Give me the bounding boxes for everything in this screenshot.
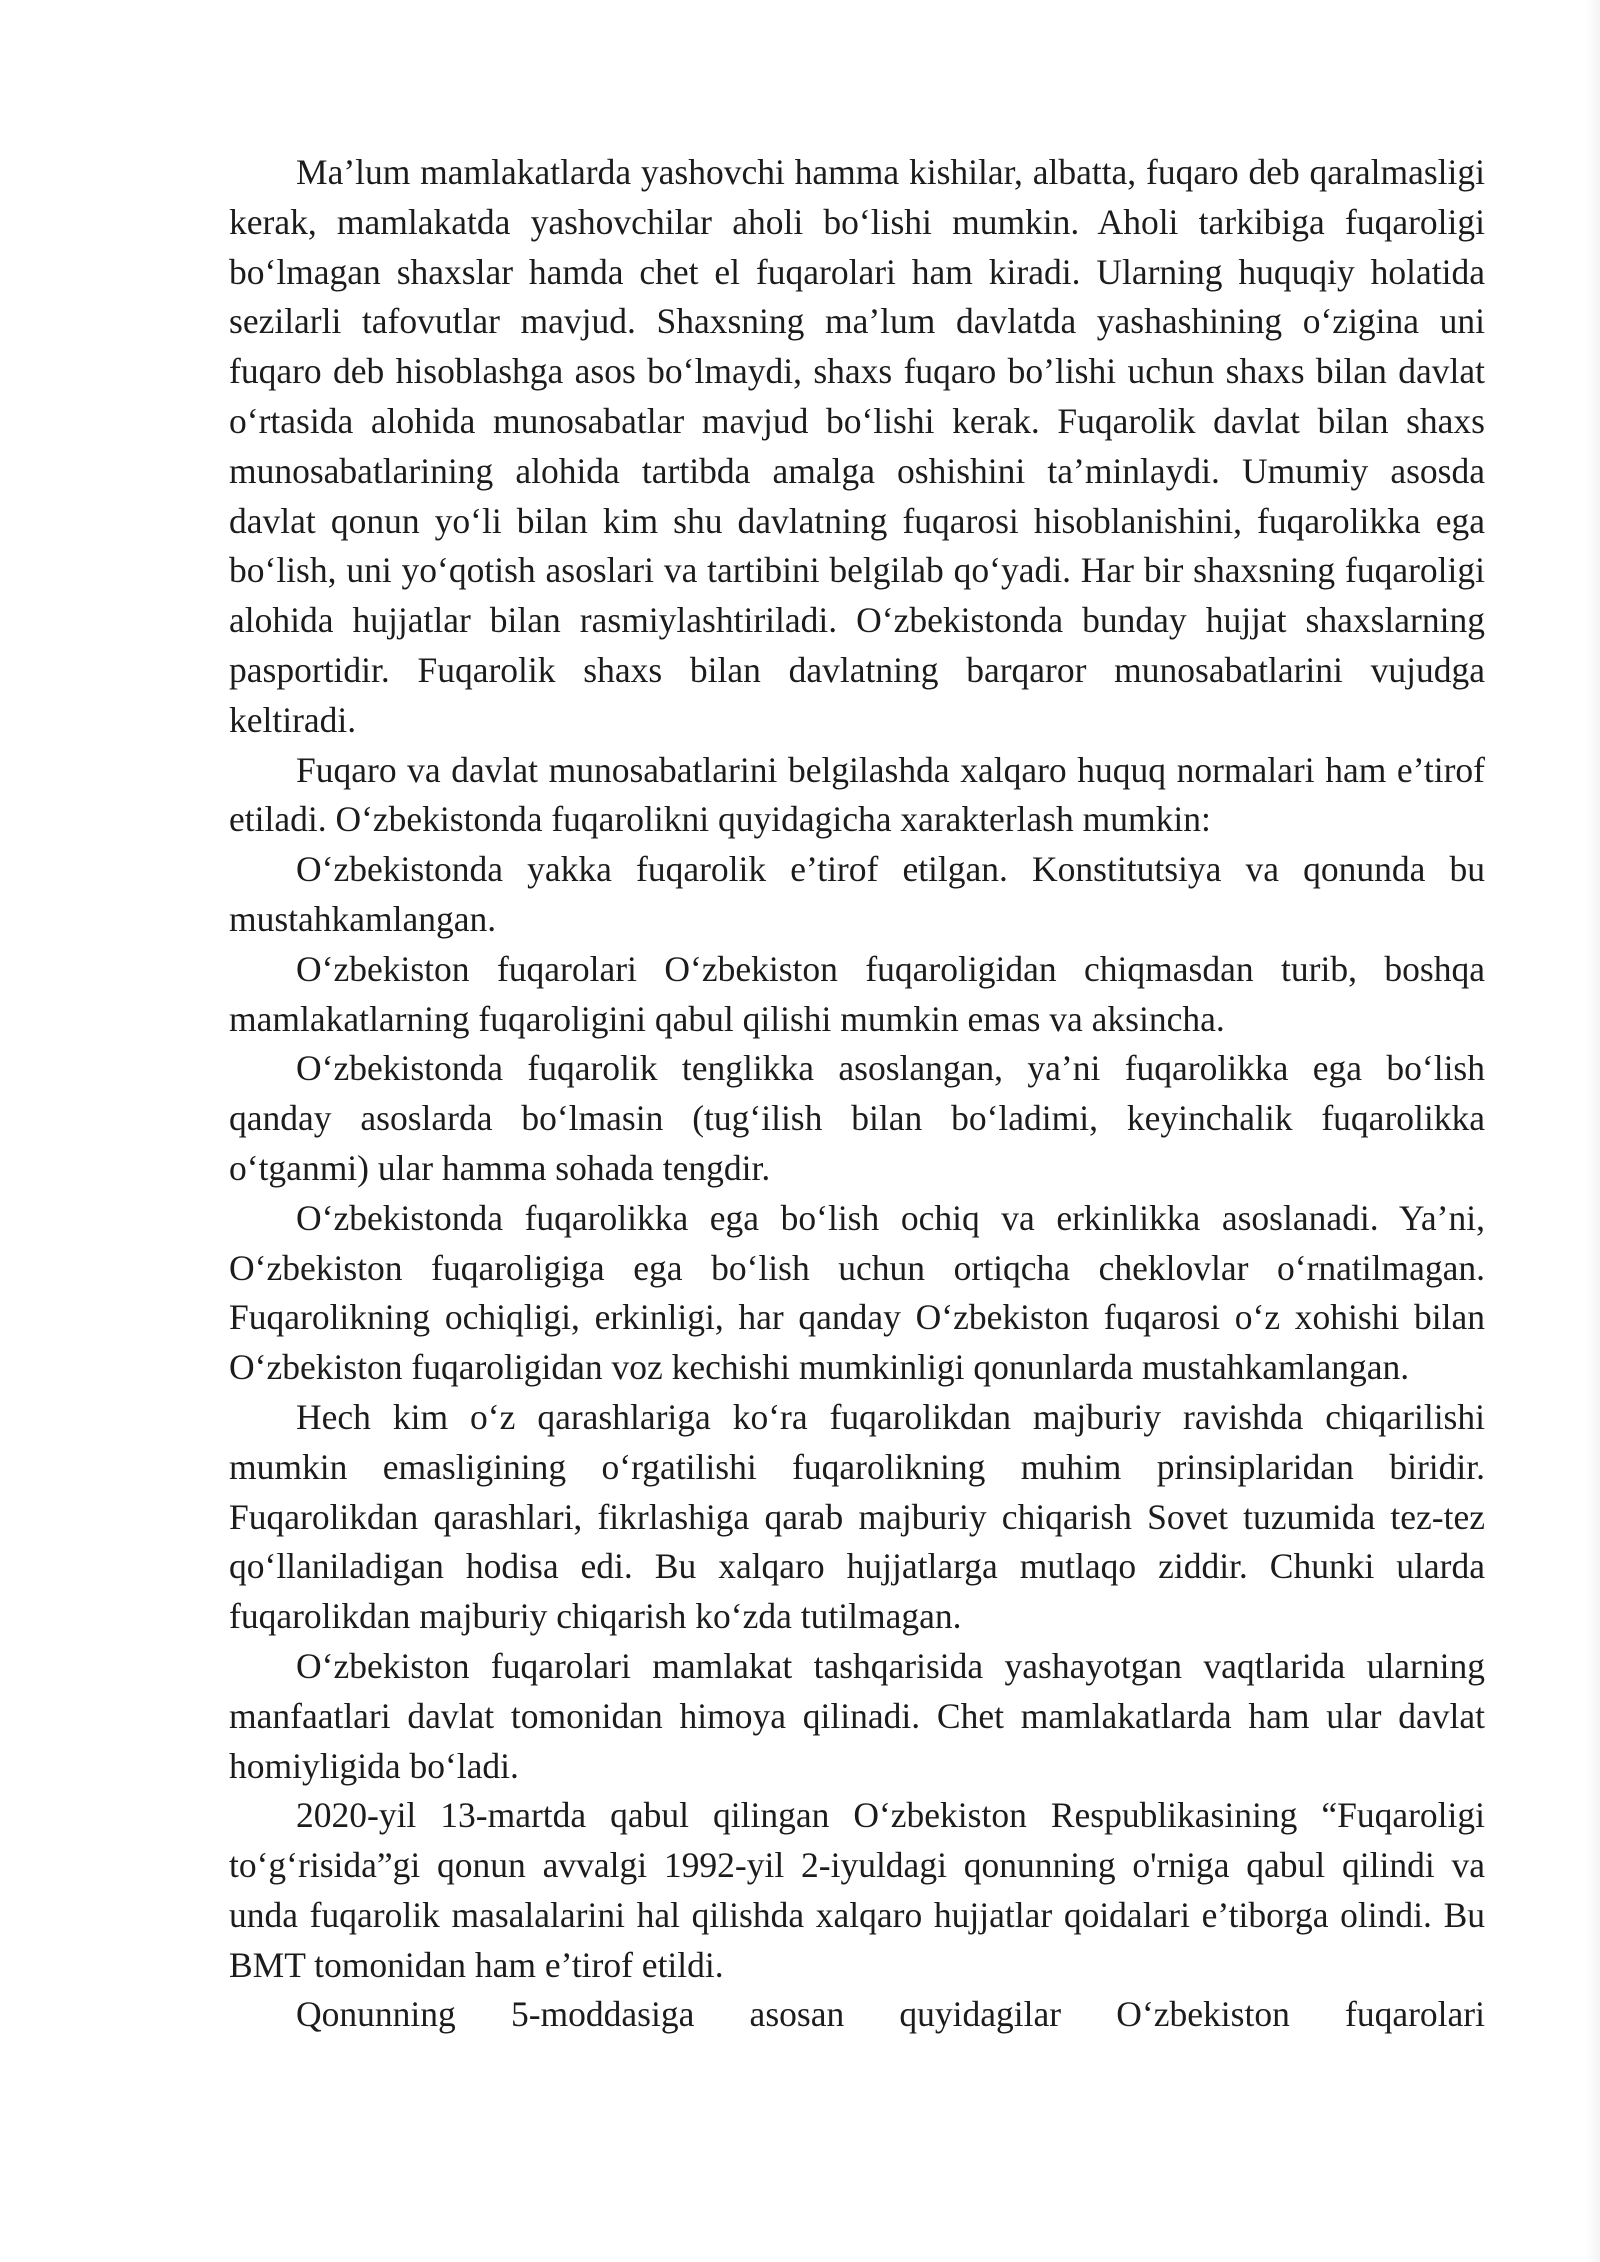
paragraph: O‘zbekiston fuqarolari O‘zbekiston fuqaroligidan chiqmasdan turib, boshqa mamlakatlarning fuqaroligini qabul qilishi mumkin emas va aksincha.	[229, 948, 1485, 1039]
paragraph: O‘zbekistonda fuqarolik tenglikka asoslangan, ya’ni fuqarolikka ega bo‘lish qanday asoslarda bo‘lmasin (tug‘ilish bilan bo‘ladimi, keyinchalik fuqarolikka o‘tganmi) ular hamma sohada tengdir.	[229, 1048, 1485, 1188]
paragraph: O‘zbekistonda yakka fuqarolik e’tirof etilgan. Konstitutsiya va qonunda bu mustahkamlangan.	[229, 849, 1485, 939]
page-edge-shadow	[1586, 0, 1600, 2262]
body-text	[229, 148, 1485, 2040]
paragraph: O‘zbekistonda fuqarolikka ega bo‘lish ochiq va erkinlikka asoslanadi. Ya’ni, O‘zbekiston fuqaroligiga ega bo‘lish uchun ortiqcha cheklovlar o‘rnatilmagan. Fuqarolikning ochiqligi, erkinligi, har qanday O‘zbekiston fuqarosi o‘z xohishi bilan O‘zbekiston fuqaroligidan voz kechishi mumkinligi qonunlarda mustahkamlangan.	[229, 1197, 1485, 1388]
paragraph: O‘zbekiston fuqarolari mamlakat tashqarisida yashayotgan vaqtlarida ularning manfaatlari davlat tomonidan himoya qilinadi. Chet mamlakatlarda ham ular davlat homiyligida bo‘ladi.	[229, 1645, 1485, 1786]
paragraph: Hech kim o‘z qarashlariga ko‘ra fuqarolikdan majburiy ravishda chiqarilishi mumkin emasligining o‘rgatilishi fuqarolikning muhim prinsiplaridan biridir. Fuqarolikdan qarashlari, fikrlashiga qarab majburiy chiqarish Sovet tuzumida tez-tez qo‘llaniladigan hodisa edi. Bu xalqaro hujjatlarga mutlaqo ziddir. Chunki ularda fuqarolikdan majburiy chiqarish ko‘zda tutilmagan.	[229, 1396, 1485, 1637]
paragraph: Qonunning 5-moddasiga asosan quyidagilar O‘zbekiston fuqarolari	[296, 1994, 1485, 2035]
paragraph: 2020-yil 13-martda qabul qilingan O‘zbekiston Respublikasining “Fuqaroligi to‘g‘risida”gi qonun avvalgi 1992-yil 2-iyuldagi qonunning o'rniga qabul qilindi va unda fuqarolik masalalarini hal qilishda xalqaro hujjatlar qoidalari e’tiborga olindi. Bu BMT tomonidan ham e’tirof etildi.	[229, 1795, 1485, 1985]
paragraph: Fuqaro va davlat munosabatlarini belgilashda xalqaro huquq normalari ham e’tirof etiladi. O‘zbekistonda fuqarolikni quyidagicha xarakterlash mumkin:	[229, 749, 1485, 840]
paragraph: Ma’lum mamlakatlarda yashovchi hamma kishilar, albatta, fuqaro deb qaralmasligi kerak, mamlakatda yashovchilar aholi bo‘lishi mumkin. Aholi tarkibiga fuqaroligi bo‘lmagan shaxslar hamda chet el fuqarolari ham kiradi. Ularning huquqiy holatida sezilarli tafovutlar mavjud. Shaxsning ma’lum davlatda yashashining o‘zigina uni fuqaro deb hisoblashga asos bo‘lmaydi, shaxs fuqaro bo’lishi uchun shaxs bilan davlat o‘rtasida alohida munosabatlar mavjud bo‘lishi kerak. Fuqarolik davlat bilan shaxs munosabatlarining alohida tartibda amalga oshishini ta’minlaydi. Umumiy asosda davlat qonun yo‘li bilan kim shu davlatning fuqarosi hisoblanishini, fuqarolikka ega bo‘lish, uni yo‘qotish asoslari va tartibini belgilab qo‘yadi. Har bir shaxsning fuqaroligi alohida hujjatlar bilan rasmiylashtiriladi. O‘zbekistonda bunday hujjat shaxslarning pasportidir. Fuqarolik shaxs bilan davlatning barqaror munosabatlarini vujudga keltiradi.	[229, 152, 1485, 740]
